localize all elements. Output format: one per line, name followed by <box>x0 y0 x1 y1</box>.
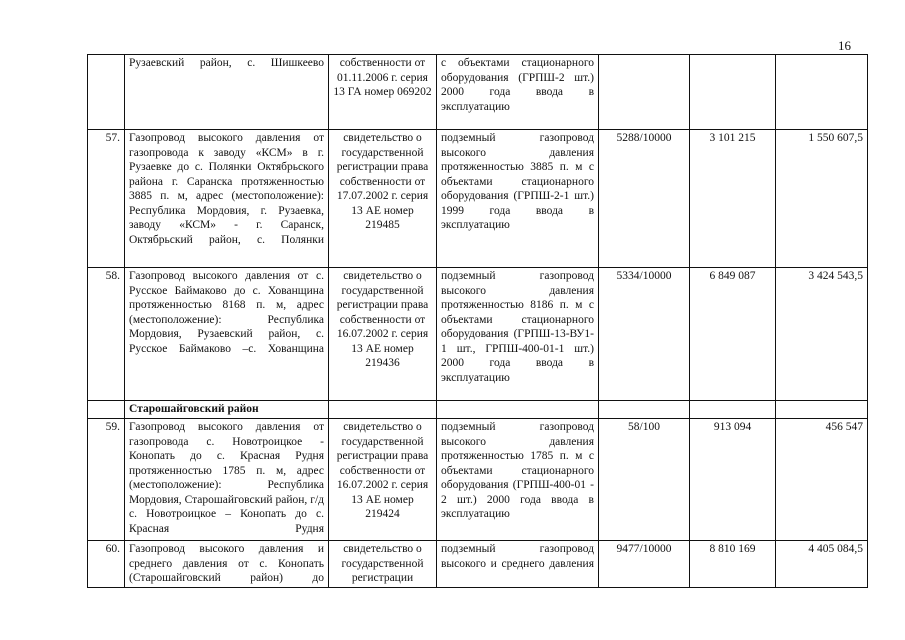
registration-document: свидетельство о государственной регистрации права собственности от 17.07.2002 г. серия 13 АЕ номер 219485 <box>329 130 437 268</box>
row-number: 59. <box>88 419 125 541</box>
registration-document: свидетельство о государственной регистрации права собственности от 16.07.2002 г. серия 13 АЕ номер 219436 <box>329 268 437 401</box>
section-row <box>88 401 868 419</box>
object-description: с объектами стационарного оборудования (ГРПШ-2 шт.) 2000 года ввода в эксплуатацию <box>437 55 599 130</box>
empty-cell <box>690 401 776 419</box>
registration-document: свидетельство о государственной регистрации права собственности от 16.07.2002 г. серия 13 АЕ номер 219424 <box>329 419 437 541</box>
cost-value <box>690 55 776 130</box>
page-number: 16 <box>838 38 851 53</box>
empty-cell <box>599 401 690 419</box>
registration-document: собственности от 01.11.2006 г. серия 13 ГА номер 069202 <box>329 55 437 130</box>
share-value <box>599 55 690 130</box>
table-row <box>88 541 868 588</box>
empty-cell <box>329 401 437 419</box>
cost-value: 6 849 087 <box>690 268 776 401</box>
share-value: 5288/10000 <box>599 130 690 268</box>
half-cost-value: 3 424 543,5 <box>776 268 868 401</box>
cost-value: 3 101 215 <box>690 130 776 268</box>
cost-value: 8 810 169 <box>690 541 776 588</box>
row-number: 58. <box>88 268 125 401</box>
half-cost-value: 4 405 084,5 <box>776 541 868 588</box>
empty-cell <box>437 401 599 419</box>
object-name: Рузаевский район, с. Шишкеево <box>125 55 329 130</box>
row-number: 60. <box>88 541 125 588</box>
table-row <box>88 419 868 541</box>
object-description: подземный газопровод высокого давления протяженностью 3885 п. м с объектами стационарного оборудования (ГРПШ-2-1 шт.) 1999 года ввода в эксплуатацию <box>437 130 599 268</box>
half-cost-value <box>776 55 868 130</box>
cost-value: 913 094 <box>690 419 776 541</box>
row-number: 57. <box>88 130 125 268</box>
half-cost-value: 1 550 607,5 <box>776 130 868 268</box>
object-description: подземный газопровод высокого и среднего давления <box>437 541 599 588</box>
object-description: подземный газопровод высокого давления протяженностью 8186 п. м с объектами стационарного оборудования (ГРПШ-13-ВУ1-1 шт., ГРПШ-400-01-1 шт.) 2000 года ввода в эксплуатацию <box>437 268 599 401</box>
object-name: Газопровод высокого давления и среднего давления от с. Конопать (Старошайговский район) до <box>125 541 329 588</box>
table-row <box>88 130 868 268</box>
half-cost-value: 456 547 <box>776 419 868 541</box>
share-value: 58/100 <box>599 419 690 541</box>
object-name: Газопровод высокого давления от газопровода с. Новотроицкое - Конопать до с. Красная Рудня протяженностью 1785 п. м, адрес (местоположение): Республика Мордовия, Старошайговский район, г/д с. Новотроицкое – Конопать до с. Красная Рудня <box>125 419 329 541</box>
row-number <box>88 401 125 419</box>
object-description: подземный газопровод высокого давления протяженностью 1785 п. м с объектами стационарного оборудования (ГРПШ-400-01 - 2 шт.) 2000 года ввода в эксплуатацию <box>437 419 599 541</box>
row-number <box>88 55 125 130</box>
section-title: Старошайговский район <box>125 401 329 419</box>
empty-cell <box>776 401 868 419</box>
table-row <box>88 268 868 401</box>
table-row <box>88 55 868 130</box>
property-registry-table <box>87 54 868 588</box>
share-value: 9477/10000 <box>599 541 690 588</box>
object-name: Газопровод высокого давления от газопровода к заводу «КСМ» в г. Рузаевке до с. Полянки Октябрьского района г. Саранска протяженностью 3885 п. м, адрес (местоположение): Республика Мордовия, г. Рузаевка, заводу «КСМ» - г. Саранск, Октябрьский район, с. Полянки <box>125 130 329 268</box>
share-value: 5334/10000 <box>599 268 690 401</box>
object-name: Газопровод высокого давления от с. Русское Баймаково до с. Хованщина протяженностью 8168 п. м, адрес (местоположение): Республика Мордовия, Рузаевский район, с. Русское Баймаково –с. Хованщина <box>125 268 329 401</box>
registration-document: свидетельство о государственной регистрации <box>329 541 437 588</box>
